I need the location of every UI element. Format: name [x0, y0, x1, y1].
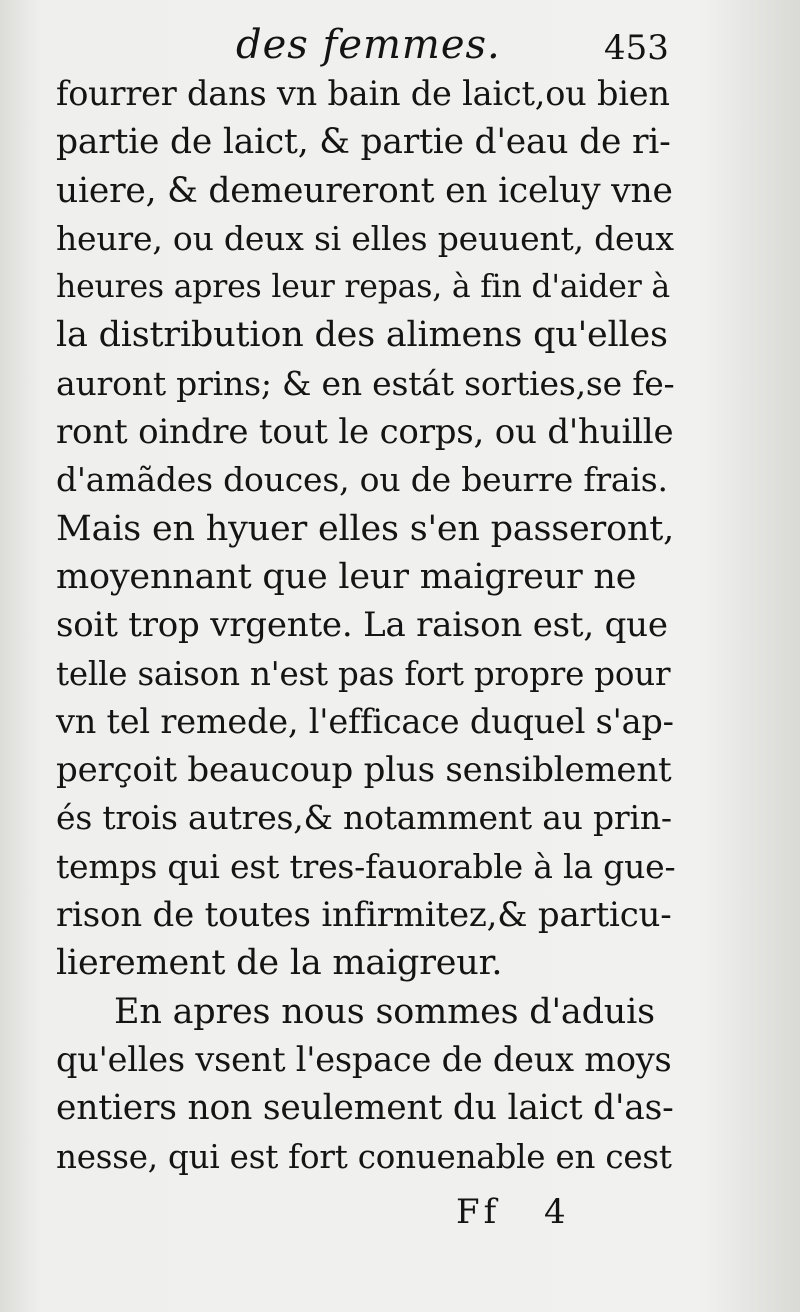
running-title: des femmes. — [236, 22, 501, 68]
text-line: vn tel remede, l'efficace duquel s'ap- — [56, 701, 674, 741]
text-line: soit trop vrgente. La raison est, que — [56, 605, 668, 646]
paragraph-start-line: En apres nous sommes d'aduis — [114, 991, 655, 1032]
text-line: moyennant que leur maigreur ne — [56, 556, 637, 597]
text-line: és trois autres,& notamment au prin- — [56, 798, 672, 838]
text-line: lierement de la maigreur. — [56, 943, 503, 984]
text-line: heure, ou deux si elles peuuent, deux — [56, 218, 674, 258]
page-footer — [0, 1188, 800, 1248]
text-line: rison de toutes infirmitez,& particu- — [56, 895, 672, 936]
text-line: temps qui est tres-fauorable à la gue- — [56, 846, 676, 886]
text-line: Mais en hyuer elles s'en passeront, — [56, 508, 675, 549]
text-line: heures apres leur repas, à fin d'aider à — [56, 269, 670, 306]
page-number: 453 — [604, 28, 669, 68]
text-line: fourrer dans vn bain de laict,ou bien — [56, 74, 670, 113]
text-line: perçoit beaucoup plus sensiblement — [56, 750, 672, 791]
text-line: qu'elles vsent l'espace de deux moys — [56, 1039, 672, 1079]
text-line: d'amãdes douces, ou de beurre frais. — [56, 460, 668, 500]
text-line: la distribution des alimens qu'elles — [56, 315, 668, 356]
text-line: entiers non seulement du laict d'as- — [56, 1088, 674, 1129]
text-line: auront prins; & en estát sorties,se fe- — [56, 363, 675, 403]
signature-mark: Ff — [456, 1192, 501, 1232]
text-line: partie de laict, & partie d'eau de ri- — [56, 122, 671, 163]
signature-number: 4 — [544, 1192, 566, 1232]
text-line: telle saison n'est pas fort propre pour — [56, 654, 671, 693]
text-line: ront oindre tout le corps, ou d'huille — [56, 412, 674, 453]
text-line: nesse, qui est fort conuenable en cest — [56, 1137, 672, 1176]
text-line: uiere, & demeureront en iceluy vne — [56, 170, 673, 211]
page-body — [56, 70, 676, 1181]
page-header — [0, 14, 800, 74]
